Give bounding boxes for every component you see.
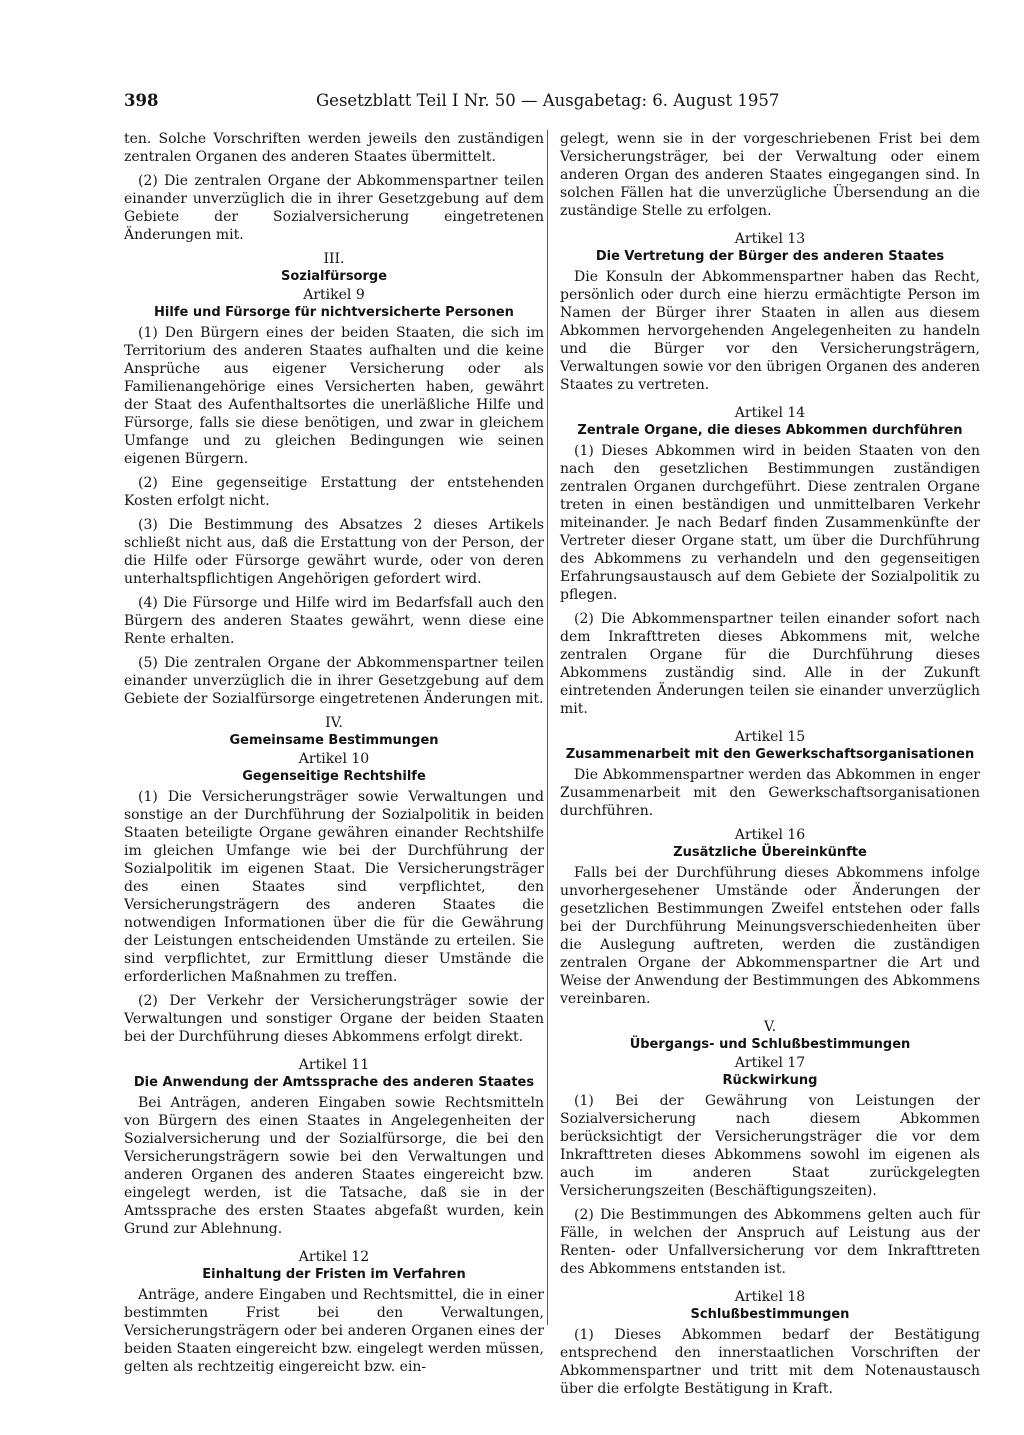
article-title: Schlußbestimmungen (690, 1307, 850, 1322)
page-header (124, 90, 924, 114)
paragraph: (3) Die Bestimmung des Absatzes 2 dieses Artikels schließt nicht aus, daß die Erstattung von der Person, der die Hilfe oder Fürsorge gewährt wurde, oder von deren unterhaltspflichtigen Angehörigen gefordert wird. (124, 517, 544, 587)
article-number: Artikel 15 (734, 729, 806, 745)
article-number: Artikel 14 (734, 405, 806, 421)
article-number: Artikel 13 (734, 231, 806, 247)
paragraph: Die Konsuln der Abkommenspartner haben das Recht, persönlich oder durch eine hierzu ermächtigte Person im Namen der Bürger ihrer Staaten in allen aus diesem Abkommen hervorgehenden Angelegenheiten zu handeln und die Bürger vor den Versicherungsträgern, Verwaltungen sowie vor den übrigen Organen des anderen Staates zu vertreten. (560, 269, 980, 393)
article-title: Einhaltung der Fristen im Verfahren (202, 1267, 466, 1282)
paragraph: (2) Die Abkommenspartner teilen einander sofort nach dem Inkrafttreten dieses Abkommens mit, welche zentralen Organe für die Durchführung dieses Abkommens zuständig sind. Alle in der Zukunft eintretenden Änderungen teilen sie einander unverzüglich mit. (560, 611, 980, 717)
paragraph: (1) Dieses Abkommen bedarf der Bestätigung entsprechend den innerstaatlichen Vorschriften der Abkommenspartner und tritt mit dem Notenaustausch über die erfolgte Bestätigung in Kraft. (560, 1327, 980, 1397)
paragraph: ten. Solche Vorschriften werden jeweils den zuständigen zentralen Organen des anderen Staates übermittelt. (124, 131, 544, 165)
paragraph: Bei Anträgen, anderen Eingaben sowie Rechtsmitteln von Bürgern des einen Staates in Angelegenheiten der Sozialversicherung und der Sozialfürsorge, die bei den Versicherungsträgern sowie bei den Verwaltungen und anderen Organen des anderen Staates eingereicht bzw. eingelegt werden, ist die Tatsache, daß sie in der Amtssprache des ersten Staates abgefaßt wurden, kein Grund zur Ablehnung. (124, 1095, 544, 1237)
right-column (560, 130, 980, 1404)
header-title: Gesetzblatt Teil I Nr. 50 — Ausgabetag: 6. August 1957 (316, 91, 780, 110)
article-title: Zentrale Organe, die dieses Abkommen durchführen (577, 423, 963, 438)
paragraph: Anträge, andere Eingaben und Rechtsmittel, die in einer bestimmten Frist bei den Verwaltungen, Versicherungsträgern oder bei anderen Organen eines der beiden Staaten eingereicht bzw. eingelegt werden müssen, gelten als rechtzeitig eingereicht bzw. ein- (124, 1287, 544, 1375)
paragraph: (2) Die Bestimmungen des Abkommens gelten auch für Fälle, in welchen der Anspruch auf Leistung aus der Renten- oder Unfallversicherung vor dem Inkrafttreten des Abkommens entstanden ist. (560, 1207, 980, 1277)
article-title: Hilfe und Fürsorge für nichtversicherte Personen (154, 305, 514, 320)
paragraph: (4) Die Fürsorge und Hilfe wird im Bedarfsfall auch den Bürgern des anderen Staates gewährt, wenn diese eine Rente erhalten. (124, 595, 544, 647)
section-number: V. (763, 1019, 777, 1035)
section-number: III. (323, 251, 345, 267)
paragraph: gelegt, wenn sie in der vorgeschriebenen Frist bei dem Versicherungsträger, bei der Verwaltung oder einem anderen Organ des anderen Staates eingegangen sind. In solchen Fällen hat die unverzügliche Übersendung an die zuständige Stelle zu erfolgen. (560, 131, 980, 219)
article-number: Artikel 18 (734, 1289, 806, 1305)
paragraph: (5) Die zentralen Organe der Abkommenspartner teilen einander unverzüglich die in ihrer Gesetzgebung auf dem Gebiete der Sozialfürsorge eingetretenen Änderungen mit. (124, 655, 544, 707)
paragraph: Falls bei der Durchführung dieses Abkommens infolge unvorhergesehener Umstände oder Änderungen der gesetzlichen Bestimmungen Zweifel entstehen oder falls bei der Durchführung Meinungsverschiedenheiten über die Auslegung auftreten, werden die zuständigen zentralen Organe der Abkommenspartner die Art und Weise der Anwendung der Bestimmungen des Abkommens vereinbaren. (560, 865, 980, 1007)
paragraph: (2) Eine gegenseitige Erstattung der entstehenden Kosten erfolgt nicht. (124, 475, 544, 509)
article-number: Artikel 11 (298, 1057, 370, 1073)
paragraph: (1) Bei der Gewährung von Leistungen der Sozialversicherung nach diesem Abkommen berücksichtigt der Versicherungsträger die vor dem Inkrafttreten dieses Abkommens sowohl im eigenen als auch im anderen Staat zurückgelegten Versicherungszeiten (Beschäftigungszeiten). (560, 1093, 980, 1199)
article-number: Artikel 17 (734, 1055, 806, 1071)
article-title: Die Anwendung der Amtssprache des anderen Staates (133, 1075, 535, 1090)
page-number: 398 (124, 91, 159, 110)
article-title: Gegenseitige Rechtshilfe (242, 769, 426, 784)
article-number: Artikel 9 (303, 287, 365, 303)
article-title: Die Vertretung der Bürger des anderen Staates (595, 249, 945, 264)
section-number: IV. (325, 715, 343, 731)
paragraph: Die Abkommenspartner werden das Abkommen in enger Zusammenarbeit mit den Gewerkschaftsorganisationen durchführen. (560, 767, 980, 819)
paragraph: (2) Der Verkehr der Versicherungsträger sowie der Verwaltungen und sonstiger Organe der beiden Staaten bei der Durchführung dieses Abkommens erfolgt direkt. (124, 993, 544, 1045)
article-number: Artikel 12 (298, 1249, 370, 1265)
column-divider (547, 130, 548, 1325)
paragraph: (1) Die Versicherungsträger sowie Verwaltungen und sonstige an der Durchführung der Sozialpolitik in beiden Staaten beteiligte Organe gewähren einander Rechtshilfe im gleichen Umfange wie bei der Durchführung der Sozialpolitik im eigenen Staat. Die Versicherungsträger des einen Staates sind verpflichtet, den Versicherungsträgern des anderen Staates die notwendigen Informationen über die für die Gewährung der Leistungen entscheidenden Umstände zu erteilen. Sie sind verpflichtet, zur Ermittlung dieser Umstände die erforderlichen Maßnahmen zu treffen. (124, 789, 544, 985)
section-title: Sozialfürsorge (280, 269, 388, 284)
article-number: Artikel 10 (298, 751, 370, 767)
article-number: Artikel 16 (734, 827, 806, 843)
section-title: Gemeinsame Bestimmungen (229, 733, 439, 748)
left-column (124, 130, 544, 1382)
paragraph: (1) Dieses Abkommen wird in beiden Staaten von den nach den gesetzlichen Bestimmungen zuständigen zentralen Organen durchgeführt. Diese zentralen Organe treten in einen beständigen und unmittelbaren Verkehr miteinander. Je nach Bedarf finden Zusammenkünfte der Vertreter dieser Organe statt, um über die Durchführung des Abkommens zu verhandeln und den gegenseitigen Erfahrungsaustausch auf dem Gebiete der Sozialpolitik zu pflegen. (560, 443, 980, 603)
paragraph: (2) Die zentralen Organe der Abkommenspartner teilen einander unverzüglich die in ihrer Gesetzgebung auf dem Gebiete der Sozialversicherung eingetretenen Änderungen mit. (124, 173, 544, 243)
article-title: Zusätzliche Übereinkünfte (673, 845, 867, 860)
article-title: Zusammenarbeit mit den Gewerkschaftsorganisationen (565, 747, 975, 762)
section-title: Übergangs- und Schlußbestimmungen (629, 1037, 911, 1052)
paragraph: (1) Den Bürgern eines der beiden Staaten, die sich im Territorium des anderen Staates aufhalten und die keine Ansprüche aus eigener Versicherung oder als Familienangehörige eines Versicherten haben, gewährt der Staat des Aufenthaltsortes die unerläßliche Hilfe und Fürsorge, falls sie diese benötigen, und zwar in gleichem Umfange und zu gleichen Bedingungen wie seinen eigenen Bürgern. (124, 325, 544, 467)
article-title: Rückwirkung (722, 1073, 818, 1088)
